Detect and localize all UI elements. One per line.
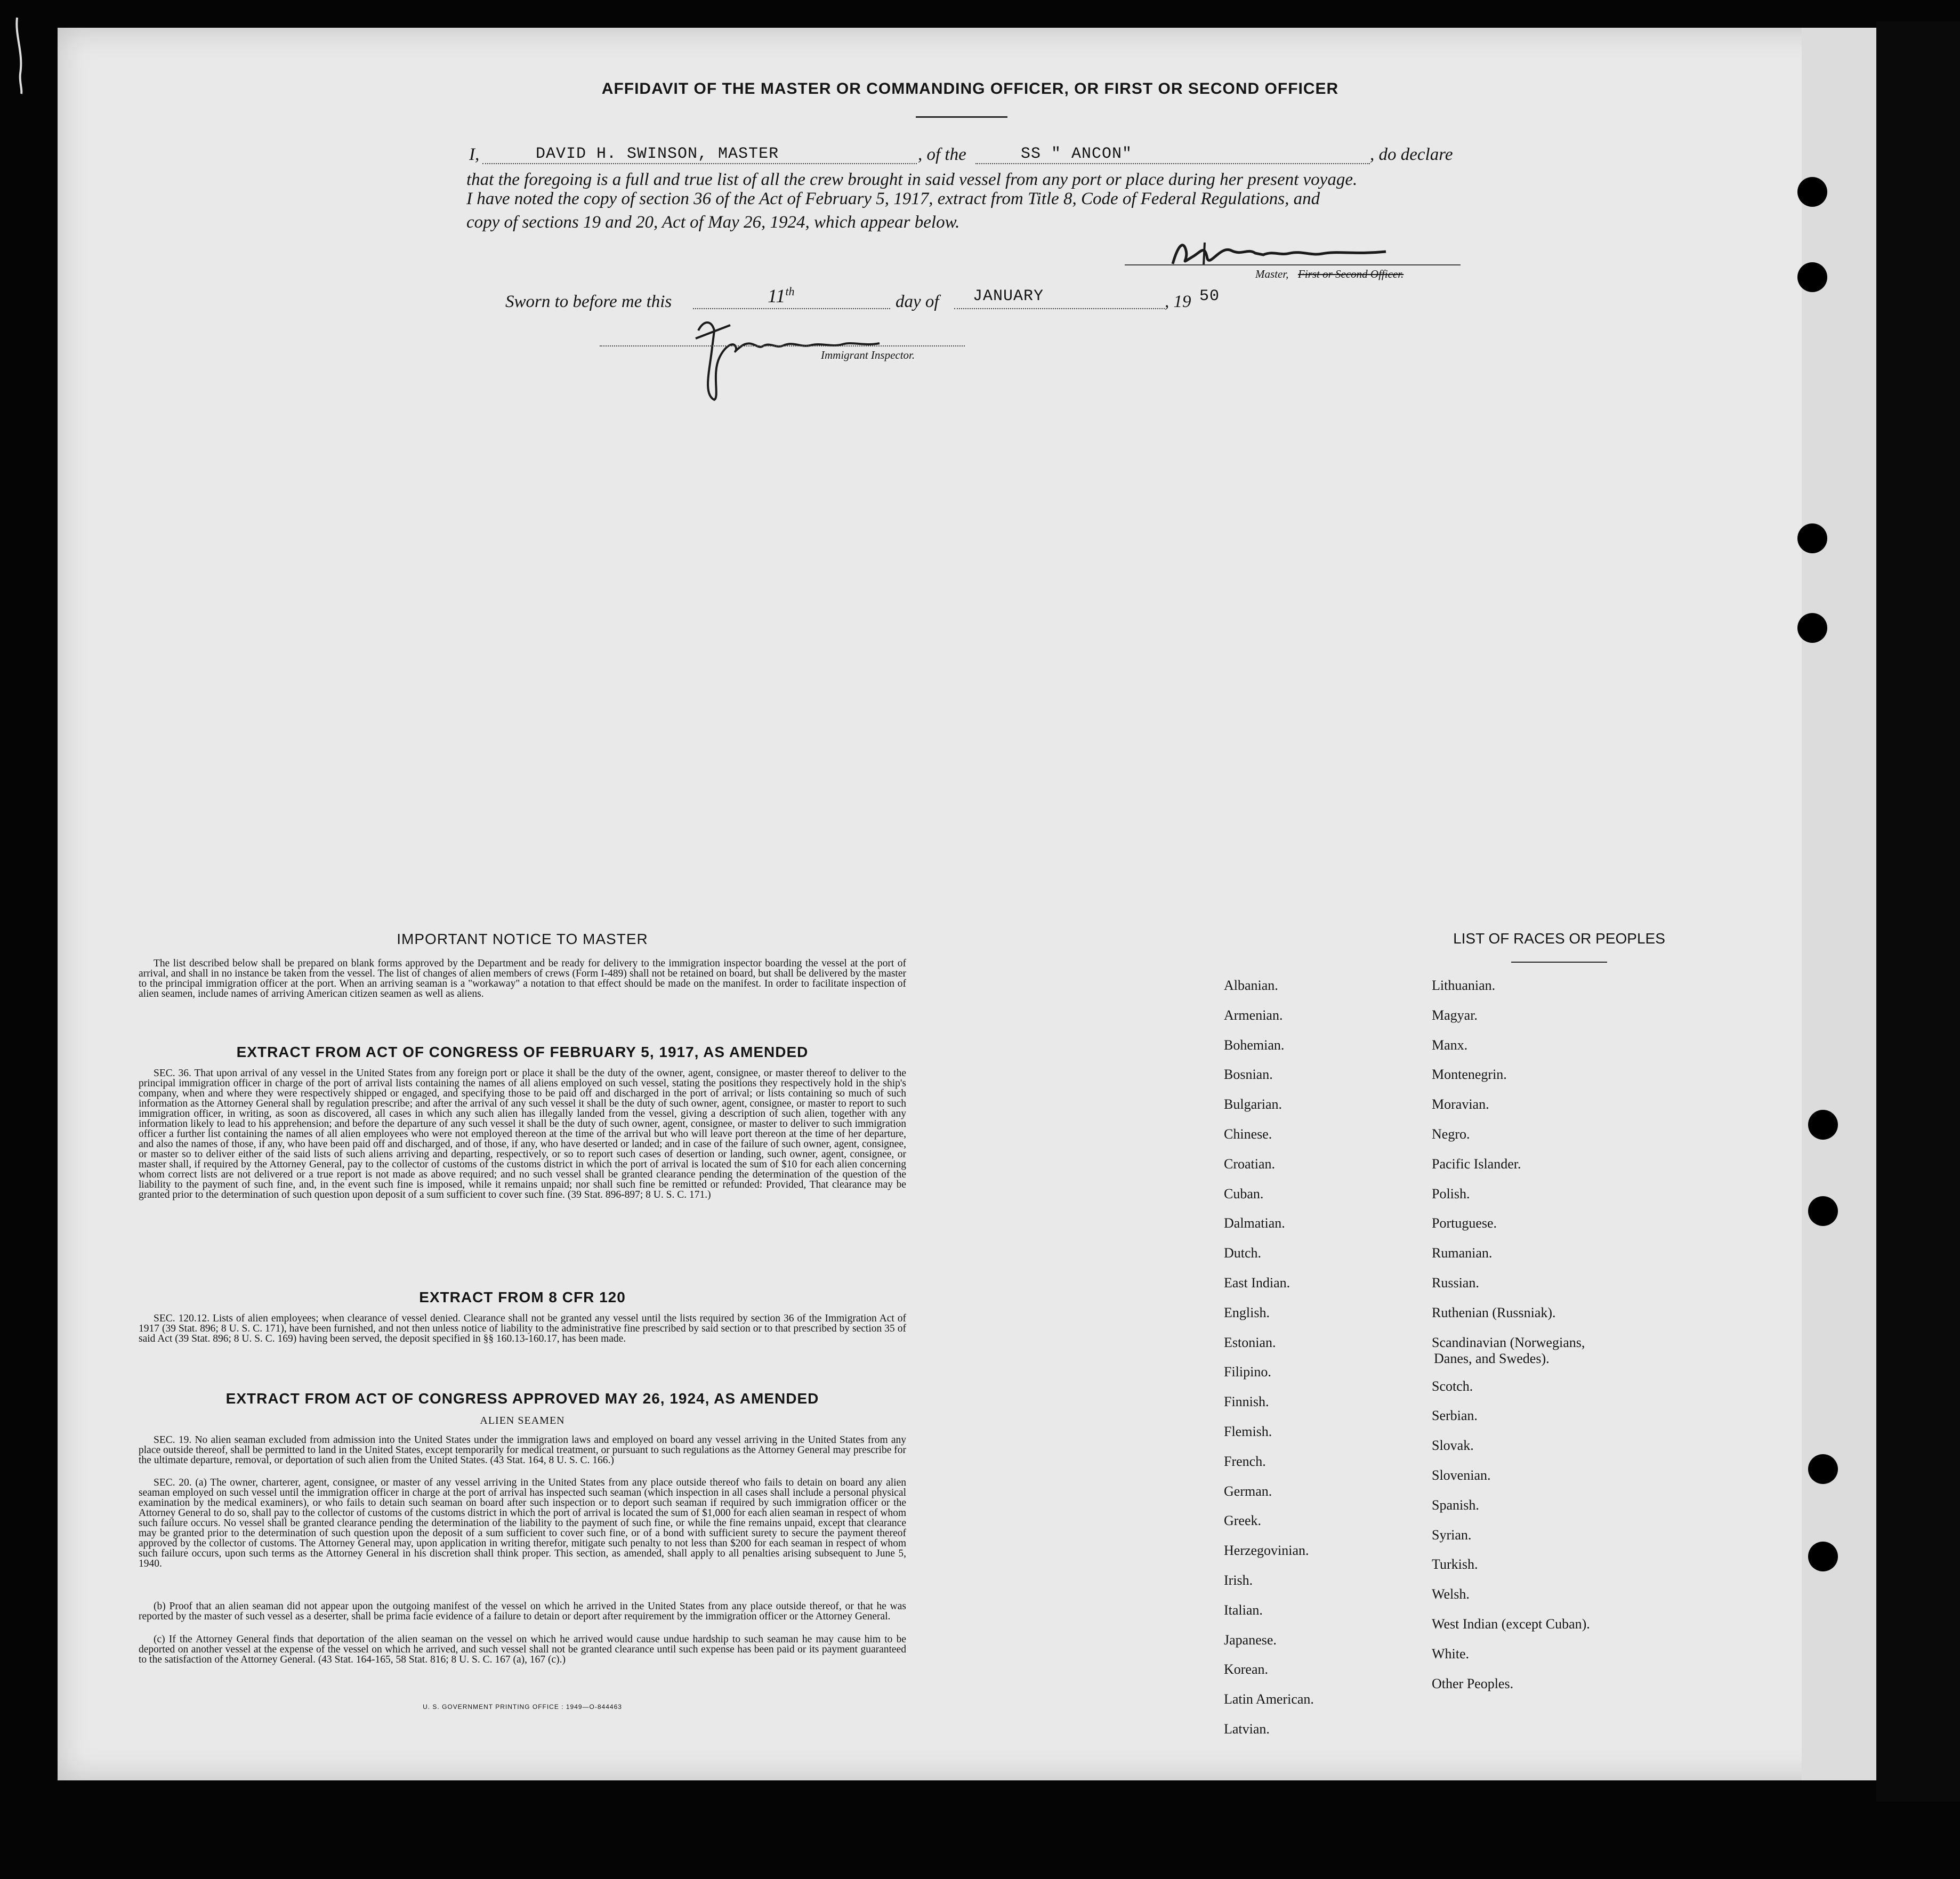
extract-1924-sec20a: SEC. 20. (a) The owner, charterer, agent, consignee, or master of any vessel arriving in the United States from any place outside thereof who fails to detain on board any alien seaman employed on such vessel until the immigration officer in charge at the port of arrival has inspected such seaman (which inspection in all cases shall include a personal physical examination by the medical examiners), or who fails to detain such seaman on board after such inspection or to deport such seaman if required by such immigration officer or the Attorney General to do so, shall pay to the collector of customs of the customs district in which the port of arrival is located the sum of $1,000 for each alien seaman in respect of whom such failure occurs. No vessel shall be granted clearance pending the determination of the liability to the payment of such fine, or while the fine remains unpaid, except that clearance may be granted prior to the determination of such question upon the deposit of a sum sufficient to cover such fine, or of a bond with sufficient surety to secure the payment thereof approved by the collector of customs. The Attorney General may, upon application in writing therefor, mitigate such penalty to not less than $200 for each seaman in respect of whom such failure occurs, upon such terms as the Attorney General in his discretion shall think proper. This section, as amended, shall apply to all penalties arising subsequent to June 5, 1940. [139, 1477, 906, 1569]
inspector-signature-line [600, 345, 965, 346]
race-item: Finnish. [1224, 1394, 1269, 1410]
declaration-line-2: that the foregoing is a full and true list of all the crew brought in said vessel from any port or place during her present voyage. [466, 170, 1358, 189]
punch-hole [1797, 523, 1827, 553]
affidavit-title: AFFIDAVIT OF THE MASTER OR COMMANDING OFFICER, OR FIRST OR SECOND OFFICER [601, 80, 1339, 98]
race-item: Dalmatian. [1224, 1215, 1285, 1231]
race-item: Spanish. [1432, 1497, 1479, 1513]
sworn-year: 50 [1199, 287, 1220, 305]
master-signature [1162, 235, 1413, 272]
race-item: Armenian. [1224, 1007, 1283, 1023]
race-item: Bohemian. [1224, 1037, 1285, 1053]
race-item: Irish. [1224, 1572, 1253, 1588]
race-item: Pacific Islander. [1432, 1156, 1521, 1172]
race-item: German. [1224, 1483, 1272, 1499]
race-item: Dutch. [1224, 1245, 1262, 1261]
punch-hole [1808, 1196, 1838, 1226]
extract-1924-sec19: SEC. 19. No alien seaman excluded from admission into the United States under the immigration laws and employed on board any vessel arriving in the United States from any place outside thereof, shall be permitted to land in the United States, except temporarily for medical treatment, or pursuant to such regulations as the Attorney General may prescribe for the ultimate departure, removal, or deportation of such alien from the United States. (43 Stat. 164, 8 U. S. C. 166.) [139, 1434, 906, 1466]
race-item: Latvian. [1224, 1721, 1270, 1737]
year-prefix: , 19 [1165, 292, 1191, 311]
declaration-line-4: copy of sections 19 and 20, Act of May 26, 1924, which appear below. [466, 213, 960, 232]
extract-cfr-text: SEC. 120.12. Lists of alien employees; when clearance of vessel denied. Clearance shall not be granted any vessel until the lists required by section 36 of the Immigration Act of 1917 (39 Stat. 896; 8 U. S. C. 171), have been furnished, and not then unless notice of liability to the administrative fine prescribed by said section or to that prescribed by section 35 of said Act (39 Stat. 896; 8 U. S. C. 169) having been served, the deposit specified in §§ 160.13-160.17, has been made. [139, 1313, 906, 1344]
do-declare-label: , do declare [1370, 145, 1453, 164]
race-item: Scandinavian (Norwegians, [1432, 1334, 1585, 1350]
race-item: Croatian. [1224, 1156, 1276, 1172]
punch-hole [1797, 613, 1827, 643]
punch-hole [1797, 262, 1827, 292]
race-item: Welsh. [1432, 1586, 1470, 1602]
race-item: Negro. [1432, 1126, 1470, 1142]
race-item: Flemish. [1224, 1424, 1272, 1439]
race-item: Rumanian. [1432, 1245, 1493, 1261]
race-item: Slovenian. [1432, 1467, 1491, 1483]
race-item: Polish. [1432, 1186, 1470, 1201]
extract-1924-subheading: ALIEN SEAMEN [480, 1415, 565, 1426]
race-item: Manx. [1432, 1037, 1468, 1053]
extract-1924-sec20c: (c) If the Attorney General finds that deportation of the alien seaman on the vessel on which he arrived would cause undue hardship to such seaman he may cause him to be deported on another vessel at the expense of the vessel on which he arrived, and such vessel shall not be granted clearance until such expense has been paid or its payment guaranteed to the satisfaction of the Attorney General. (43 Stat. 164-165, 58 Stat. 816; 8 U. S. C. 167 (a), 167 (c).) [139, 1634, 906, 1665]
month-line [954, 308, 1165, 309]
notice-heading: IMPORTANT NOTICE TO MASTER [397, 931, 648, 947]
sworn-day [768, 285, 794, 307]
sworn-day-suffix: th [785, 285, 795, 298]
punch-hole [1797, 177, 1827, 207]
race-item: Magyar. [1432, 1007, 1478, 1023]
inspector-caption: Immigrant Inspector. [821, 349, 915, 361]
race-item: Montenegrin. [1432, 1067, 1507, 1083]
extract-1917-text: SEC. 36. That upon arrival of any vessel in the United States from any foreign port or place it shall be the duty of the owner, agent, consignee, or master thereof to deliver to the principal immigration officer in charge of the port of arrival lists containing the names of all aliens employed on such vessel, stating the positions they respectively hold in the ship's company, when and where they were respectively shipped or engaged, and specifying those to be paid off and discharged in the port of arrival; or lists containing so much of such information as the Attorney General shall by regulation prescribe; and after the arrival of any such vessel it shall be the duty of such owner, agent, consignee, or master to report to such immigration officer, in writing, as soon as discovered, all cases in which any such alien has illegally landed from the vessel, giving a description of such alien, together with any information likely to lead to his apprehension; and before the departure of any such vessel it shall be the duty of such owner, agent, consignee, or master to deliver to such immigration officer a further list containing the names of all alien employees who were not employed thereon at the time of the arrival but who will leave port thereon at the time of her departure, and also the names of those, if any, who have been paid off and discharged, and of those, if any, who have deserted or landed; and in case of the failure of such owner, agent, consignee, or master so to deliver either of the said lists of such aliens arriving and departing, respectively, or so to report such cases of desertion or landing, such owner, agent, consignee, or master shall, if required by the Attorney General, pay to the collector of customs of the customs district in which the port of arrival is located the sum of $10 for each alien concerning whom correct lists are not delivered or a true report is not made as above required; and no such vessel shall be granted clearance pending the determination of the question of the liability to the payment of such fine, and, in the event such fine is imposed, while it remains unpaid; nor shall such fine be remitted or refunded: Provided, That clearance may be granted prior to the determination of such question upon deposit of a sum sufficient to cover such fine. (39 Stat. 896-897; 8 U. S. C. 171.) [139, 1068, 906, 1200]
race-item: Scotch. [1432, 1378, 1473, 1394]
race-item: Ruthenian (Russniak). [1432, 1304, 1556, 1320]
race-item: Herzegovinian. [1224, 1543, 1309, 1559]
race-item: Cuban. [1224, 1186, 1264, 1201]
race-item: Latin American. [1224, 1691, 1314, 1707]
races-heading: LIST OF RACES OR PEOPLES [1453, 930, 1665, 947]
race-item: Moravian. [1432, 1096, 1489, 1112]
sworn-month: JANUARY [973, 287, 1044, 305]
race-item: Filipino. [1224, 1364, 1271, 1380]
sworn-day-number: 11 [768, 285, 786, 307]
of-the-label: , of the [918, 145, 966, 164]
extract-1924-sec20b: (b) Proof that an alien seaman did not appear upon the outgoing manifest of the vessel on which he arrived in the United States from any place outside thereof, or that he was reported by the master of such vessel as a deserter, shall be prima facie evidence of a failure to detain or deport after requirement by the immigration officer or the Attorney General. [139, 1601, 906, 1622]
title-rule [916, 116, 1007, 118]
master-signature-line [1125, 264, 1461, 265]
declarant-prefix: I, [469, 145, 480, 164]
race-item: Japanese. [1224, 1632, 1277, 1648]
scan-background-strip [1876, 21, 1960, 1802]
race-item: Russian. [1432, 1275, 1479, 1291]
race-item: Other Peoples. [1432, 1675, 1514, 1691]
scan-edge-mark [12, 15, 30, 95]
race-item: Syrian. [1432, 1527, 1472, 1543]
notice-text: The list described below shall be prepared on blank forms approved by the Department and be ready for delivery to the immigration inspector boarding the vessel at the port of arrival, and shall in no instance be taken from the vessel. The list of changes of alien members of crews (Form I-489) shall not be retained on board, but shall be delivered by the master to the principal immigration officer at the port. When an arriving seaman is a "workaway" a notation to that effect should be made on the manifest. In order to facilitate inspection of alien seamen, include names of arriving American citizen seamen as well as aliens. [139, 958, 906, 999]
race-item: Turkish. [1432, 1557, 1478, 1572]
race-item: Albanian. [1224, 978, 1278, 993]
race-item: Bulgarian. [1224, 1096, 1283, 1112]
master-caption-a: Master, [1255, 268, 1289, 280]
extract-cfr-heading: EXTRACT FROM 8 CFR 120 [419, 1289, 626, 1305]
race-item: East Indian. [1224, 1275, 1290, 1291]
race-item: French. [1224, 1453, 1266, 1469]
declarant-line [482, 163, 917, 164]
punch-hole [1808, 1110, 1838, 1140]
race-item: Korean. [1224, 1662, 1269, 1678]
punch-hole [1808, 1454, 1838, 1484]
declaration-line-3: I have noted the copy of section 36 of the Act of February 5, 1917, extract from Title 8, Code of Federal Regulations, and [466, 189, 1320, 208]
race-item: Slovak. [1432, 1438, 1474, 1454]
printing-office-line: U. S. GOVERNMENT PRINTING OFFICE : 1949—O-844463 [423, 1703, 622, 1711]
day-of-label: day of [896, 292, 939, 311]
races-heading-rule [1511, 962, 1607, 963]
race-item: Greek. [1224, 1513, 1262, 1529]
extract-1924-heading: EXTRACT FROM ACT OF CONGRESS APPROVED MAY 26, 1924, AS AMENDED [225, 1390, 819, 1407]
vessel-name: SS " ANCON" [1021, 145, 1133, 163]
race-item: Estonian. [1224, 1334, 1276, 1350]
master-caption-b: First or Second Officer. [1298, 268, 1404, 280]
vessel-line [975, 163, 1370, 164]
race-item: White. [1432, 1646, 1470, 1662]
race-item: English. [1224, 1304, 1270, 1320]
punch-hole [1808, 1542, 1838, 1571]
race-item: Portuguese. [1432, 1215, 1497, 1231]
race-item: Danes, and Swedes). [1434, 1350, 1550, 1366]
declarant-name: DAVID H. SWINSON, MASTER [536, 145, 779, 163]
extract-1917-heading: EXTRACT FROM ACT OF CONGRESS OF FEBRUARY 5, 1917, AS AMENDED [236, 1044, 809, 1060]
race-item: Serbian. [1432, 1408, 1478, 1424]
race-item: Lithuanian. [1432, 978, 1496, 993]
race-item: Italian. [1224, 1602, 1263, 1618]
race-item: Bosnian. [1224, 1067, 1273, 1083]
race-item: Chinese. [1224, 1126, 1272, 1142]
sworn-label: Sworn to before me this [505, 292, 672, 311]
race-item: West Indian (except Cuban). [1432, 1616, 1590, 1632]
